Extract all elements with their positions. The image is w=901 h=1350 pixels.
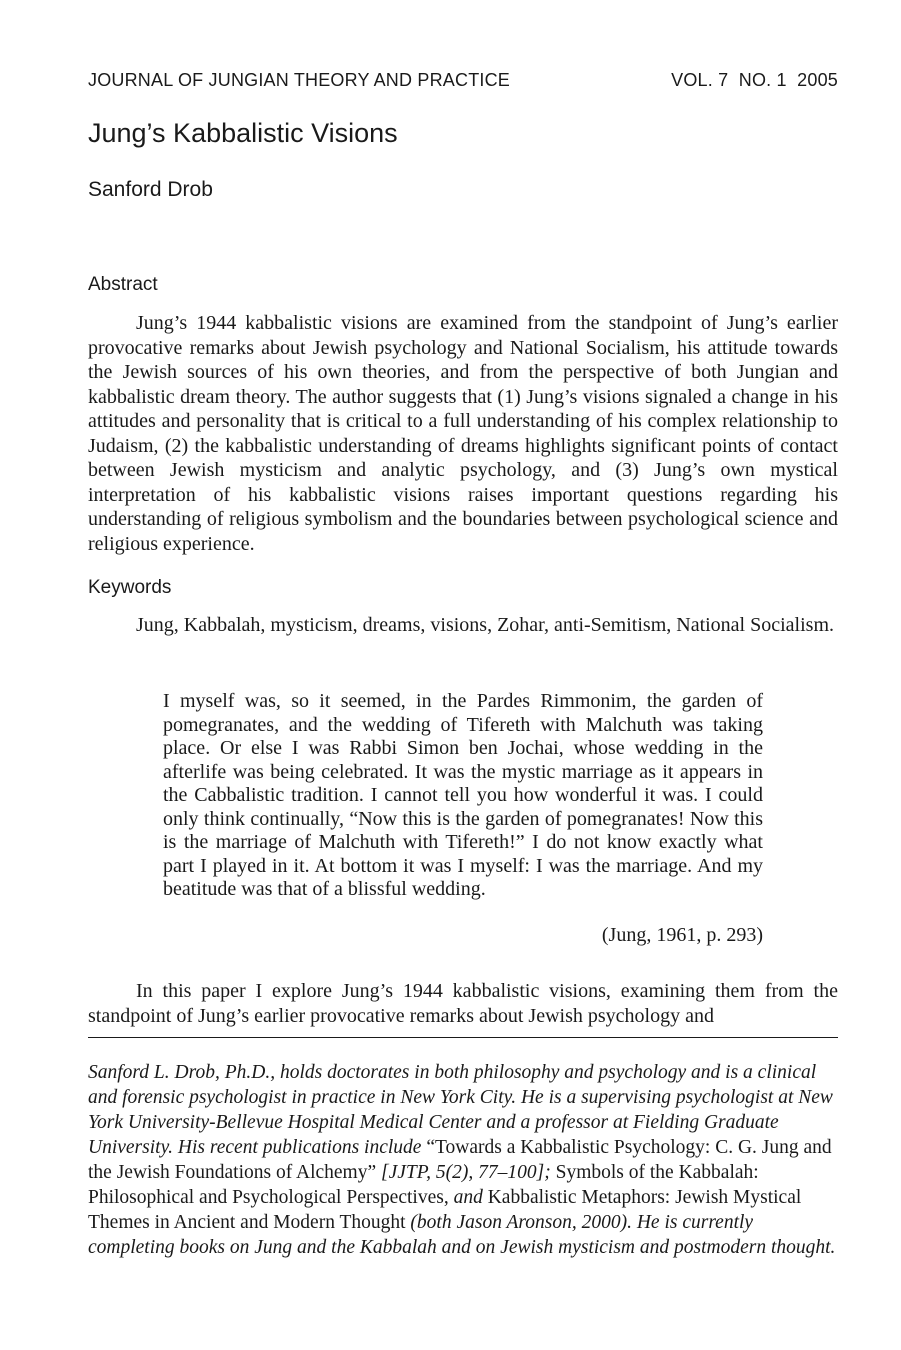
author-footnote <box>88 1060 838 1260</box>
abstract-text: Jung’s 1944 kabbalistic visions are examined from the standpoint of Jung’s earlier provocative remarks about Jewish psychology and National Socialism, his attitude towards the Jewish sources of his own theories, and from the perspective of both Jungian and kabbalistic dream theory. The author suggests that (1) Jung’s visions signaled a change in his attitudes and personality that is critical to a full understanding of his complex relationship to Judaism, (2) the kabbalistic understanding of dreams highlights significant points of contact between Jewish mysticism and analytic psychology, and (3) Jung’s own mystical interpretation of his kabbalistic visions raises important questions regarding his understanding of religious symbolism and the boundaries between psychological science and religious experience. <box>88 312 838 555</box>
intro-paragraph: In this paper I explore Jung’s 1944 kabbalistic visions, examining them from the standpoint of Jung’s earlier provocative remarks about Jewish psychology and <box>88 980 838 1027</box>
epigraph-citation: (Jung, 1961, p. 293) <box>601 924 763 946</box>
keywords-text: Jung, Kabbalah, mysticism, dreams, visions, Zohar, anti-Semitism, National Socialism. <box>136 614 834 636</box>
abstract-heading: Abstract <box>88 274 158 295</box>
keywords-heading: Keywords <box>88 577 172 598</box>
footnote-closing: (both Jason Aronson, 2000). He is currently completing books on Jung and the Kabbalah and on Jewish mysticism and postmodern thought. <box>88 1212 836 1258</box>
volume-issue: VOL. 7 NO. 1 2005 <box>671 70 838 90</box>
journal-name: JOURNAL OF JUNGIAN THEORY AND PRACTICE <box>88 70 511 90</box>
footnote-work-2: Symbols of the Kabbalah: Philosophical and Psychological Perspectives, <box>88 1162 759 1208</box>
article-title: Jung’s Kabbalistic Visions <box>88 118 398 148</box>
footnote-work-1: “Towards a Kabbalistic Psychology: C. G. Jung and the Jewish Foundations of Alchemy” <box>88 1137 832 1183</box>
footnote-divider <box>88 1037 838 1038</box>
epigraph-quote: I myself was, so it seemed, in the Pardes Rimmonim, the garden of pomegranates, and the wedding of Tifereth with Malchuth was taking place. Or else I was Rabbi Simon ben Jochai, whose wedding in the afterlife was being celebrated. It was the mystic marriage as it appears in the Cabbalistic tradition. I cannot tell you how wonderful it was. I could only think continually, “Now this is the garden of pomegranates! Now this is the marriage of Malchuth with Tifereth!” I do not know exactly what part I played in it. At bottom it was I myself: I was the marriage. And my beatitude was that of a blissful wedding. <box>163 690 763 900</box>
footnote-and: and <box>448 1187 488 1208</box>
article-author: Sanford Drob <box>88 178 213 201</box>
footnote-work-3: Kabbalistic Metaphors: Jewish Mystical Themes in Ancient and Modern Thought <box>88 1187 802 1233</box>
running-head <box>88 70 838 91</box>
footnote-bio: Sanford L. Drob, Ph.D., holds doctorates in both philosophy and psychology and is a clinical and forensic psychologist in practice in New York City. He is a supervising psychologist at New York University-Bellevue Hospital Medical Center and a professor at Fielding Graduate University. His recent publications include <box>88 1062 833 1158</box>
footnote-citation: [JJTP, 5(2), 77–100]; <box>376 1162 556 1183</box>
